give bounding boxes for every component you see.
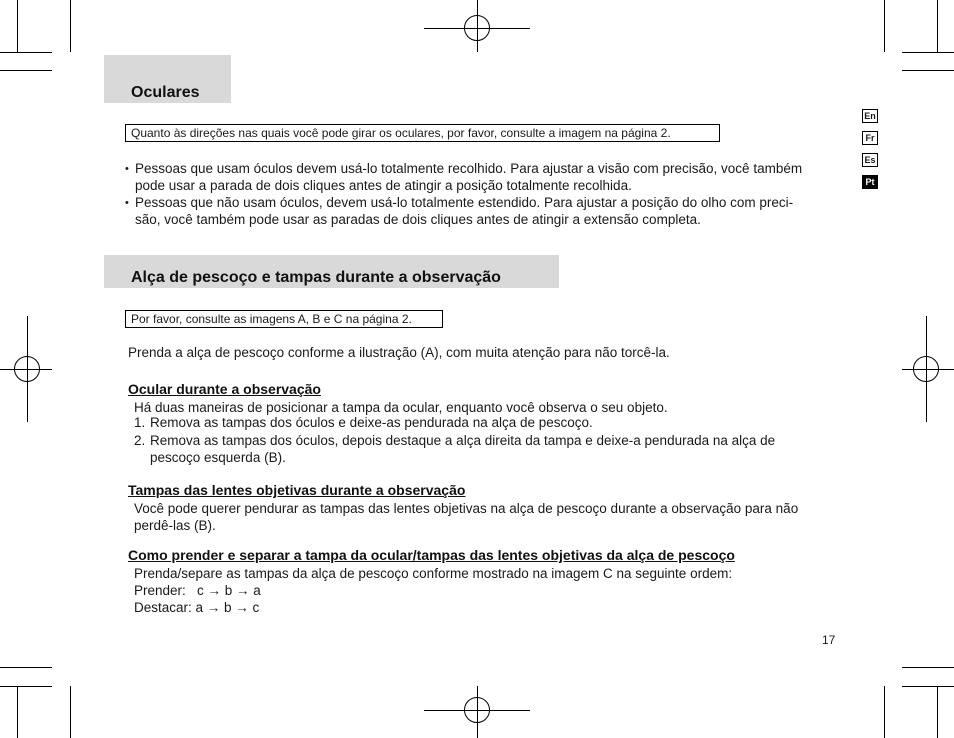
lang-tab-es[interactable]: Es xyxy=(862,153,878,167)
subheading-eyepiece: Ocular durante a observação xyxy=(128,381,321,397)
list-item: Pessoas que não usam óculos, devem usá-lo totalmente estendido. Para ajustar a posição do olho com preci- são, você também pode usar as paradas de dois cliques antes de atingir a extensão completa. xyxy=(135,195,794,227)
page-number: 17 xyxy=(822,633,836,647)
lang-tab-en[interactable]: En xyxy=(862,109,878,123)
reference-note: Por favor, consulte as imagens A, B e C na página 2. xyxy=(125,310,443,328)
numbered-item: 1. Remova as tampas dos óculos e deixe-as pendurada na alça de pescoço. xyxy=(134,415,593,430)
subheading-attach-detach: Como prender e separar a tampa da ocular/tampas das lentes objetivas da alça de pescoço xyxy=(128,547,735,563)
section-title: Alça de pescoço e tampas durante a observação xyxy=(131,269,501,286)
reference-note: Quanto às direções nas quais você pode girar os oculares, por favor, consulte a imagem na página 2. xyxy=(125,124,720,142)
numbered-item: 2. Remova as tampas dos óculos, depois destaque a alça direita da tampa e deixe-a pendurada na alça de pescoço esquerda (B). xyxy=(134,433,776,465)
paragraph: Há duas maneiras de posicionar a tampa da ocular, enquanto você observa o seu objeto. xyxy=(134,400,668,415)
attach-order: Prender: c → b → a xyxy=(134,583,261,598)
bullet-icon: • xyxy=(125,197,129,209)
paragraph: Prenda/separe as tampas da alça de pescoço conforme mostrado na imagem C na seguinte ordem: Prender: c → b → a Destacar: a → b → c xyxy=(134,565,844,616)
intro-text: Prenda a alça de pescoço conforme a ilustração (A), com muita atenção para não torcê-la. xyxy=(128,345,670,360)
lang-tab-fr[interactable]: Fr xyxy=(862,131,878,145)
list-item: Pessoas que usam óculos devem usá-lo totalmente recolhido. Para ajustar a visão com precisão, você também pode usar a parada de dois cliques antes de atingir a posição totalmente recolhida. xyxy=(135,161,803,193)
bullet-icon: • xyxy=(125,163,129,175)
paragraph: Você pode querer pendurar as tampas das lentes objetivas na alça de pescoço durante a observação para não perdê-las (B). xyxy=(134,501,799,533)
lang-tab-pt[interactable]: Pt xyxy=(862,175,878,189)
section-title: Oculares xyxy=(131,84,200,101)
detach-order: Destacar: a → b → c xyxy=(134,600,260,615)
subheading-objective-caps: Tampas das lentes objetivas durante a observação xyxy=(128,482,466,498)
